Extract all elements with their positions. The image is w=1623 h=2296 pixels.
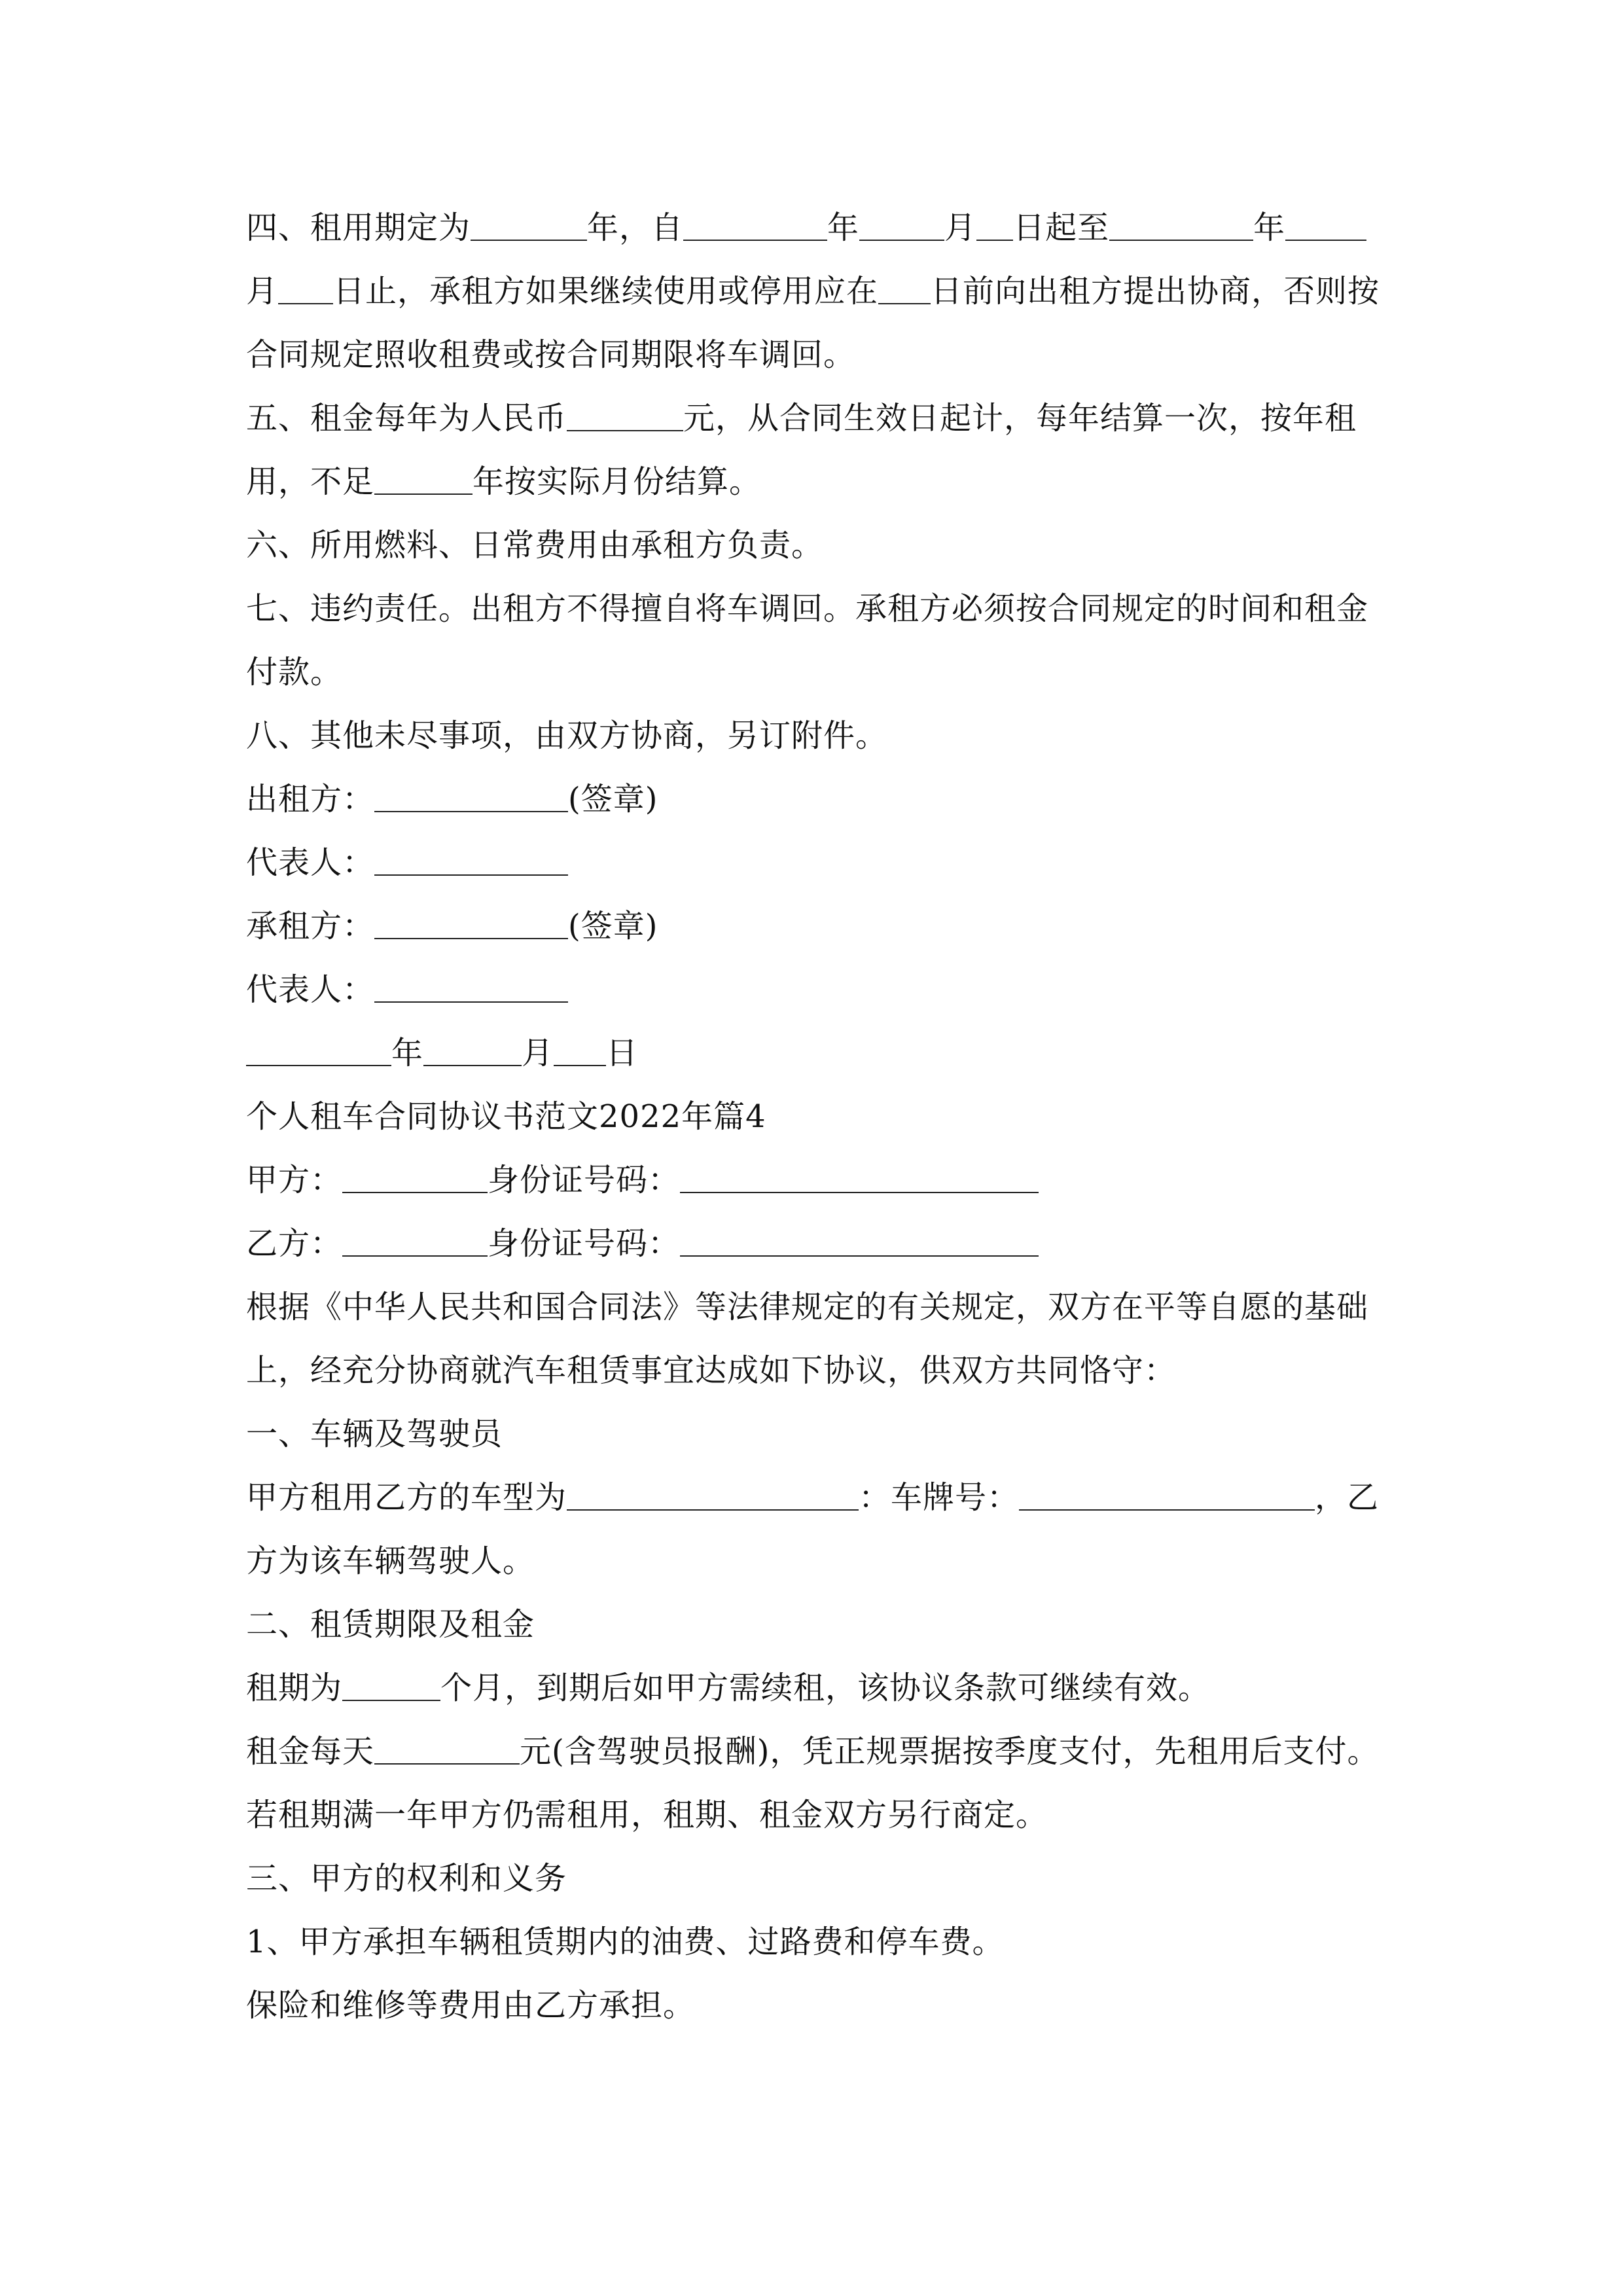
blank-sign-day[interactable] [554, 1036, 606, 1066]
clause-6: 六、所用燃料、日常费用由承租方负责。 [246, 527, 824, 564]
blank-sign-year[interactable] [246, 1036, 391, 1066]
lessee-representative-line: 代表人： [246, 969, 568, 1010]
daily-rent-line: 租金每天 元(含驾驶员报酬)，凭正规票据按季度支付，先租用后支付。 [246, 1733, 1380, 1770]
lessor-signature-line: 出租方： (签章) [246, 781, 658, 817]
blank-notice-days[interactable] [878, 274, 931, 304]
clause-5-line-2: 用，不足 年按实际月份结算。 [246, 463, 762, 500]
clause-5-line-1: 五、租金每年为人民币 元，从合同生效日起计，每年结算一次，按年租 [246, 400, 1357, 437]
lessee-signature-field[interactable] [374, 909, 568, 939]
blank-term-years[interactable] [471, 211, 587, 241]
lessor-signature-field[interactable] [374, 782, 568, 812]
party-b-line: 乙方： 身份证号码： [246, 1223, 1039, 1264]
blank-partial-year[interactable] [374, 465, 473, 495]
party-a-line: 甲方： 身份证号码： [246, 1160, 1039, 1200]
preamble-line-2: 上，经充分协商就汽车租赁事宜达成如下协议，供双方共同恪守： [246, 1352, 1177, 1389]
clause-7-line-1: 七、违约责任。出租方不得擅自将车调回。承租方必须按合同规定的时间和租金 [246, 590, 1369, 627]
renewal-line: 若租期满一年甲方仍需租用，租期、租金双方另行商定。 [246, 1797, 1048, 1833]
section-heading: 个人租车合同协议书范文2022年篇4 [246, 1098, 766, 1135]
blank-end-month-a[interactable] [1285, 211, 1366, 241]
lessor-representative-field[interactable] [374, 846, 568, 876]
clause-8: 八、其他未尽事项，由双方协商，另订附件。 [246, 717, 888, 754]
heading-party-a-rights: 三、甲方的权利和义务 [246, 1860, 567, 1897]
vehicle-line-2: 方为该车辆驾驶人。 [246, 1543, 535, 1579]
signing-date-line: 年 月 日 [246, 1033, 638, 1073]
lessee-representative-field[interactable] [374, 973, 568, 1003]
insurance-line: 保险和维修等费用由乙方承担。 [246, 1987, 696, 2024]
clause-4-line-1: 四、租用期定为 年，自 年 月 日起至 年 [246, 207, 1366, 248]
term-line: 租期为 个月，到期后如甲方需续租，该协议条款可继续有效。 [246, 1670, 1211, 1706]
blank-start-day[interactable] [976, 211, 1013, 241]
blank-start-month[interactable] [859, 211, 944, 241]
blank-term-months[interactable] [342, 1671, 440, 1701]
vehicle-model-field[interactable] [567, 1480, 859, 1511]
clause-4-line-2: 月 日止，承租方如果继续使用或停用应在 日前向出租方提出协商，否则按 [246, 273, 1380, 310]
heading-term-rent: 二、租赁期限及租金 [246, 1606, 535, 1643]
clause-4-line-3: 合同规定照收租费或按合同期限将车调回。 [246, 336, 856, 373]
plate-number-field[interactable] [1019, 1480, 1315, 1511]
clause-7-line-2: 付款。 [246, 654, 343, 691]
party-a-item-1: 1、甲方承担车辆租赁期内的油费、过路费和停车费。 [246, 1924, 1005, 1960]
party-a-id-field[interactable] [680, 1163, 1039, 1193]
blank-sign-month[interactable] [423, 1036, 522, 1066]
party-b-name-field[interactable] [342, 1227, 488, 1257]
blank-end-year[interactable] [1109, 211, 1253, 241]
vehicle-line-1: 甲方租用乙方的车型为 ：车牌号： ，乙 [246, 1479, 1380, 1516]
blank-annual-rent[interactable] [567, 401, 683, 431]
party-a-name-field[interactable] [342, 1163, 488, 1193]
blank-end-day[interactable] [278, 274, 333, 304]
lessee-signature-line: 承租方： (签章) [246, 908, 658, 944]
party-b-id-field[interactable] [680, 1227, 1039, 1257]
preamble-line-1: 根据《中华人民共和国合同法》等法律规定的有关规定，双方在平等自愿的基础 [246, 1289, 1369, 1325]
blank-daily-rent[interactable] [374, 1734, 520, 1765]
heading-vehicle-driver: 一、车辆及驾驶员 [246, 1416, 503, 1452]
lessor-representative-line: 代表人： [246, 842, 568, 883]
blank-start-year[interactable] [683, 211, 827, 241]
